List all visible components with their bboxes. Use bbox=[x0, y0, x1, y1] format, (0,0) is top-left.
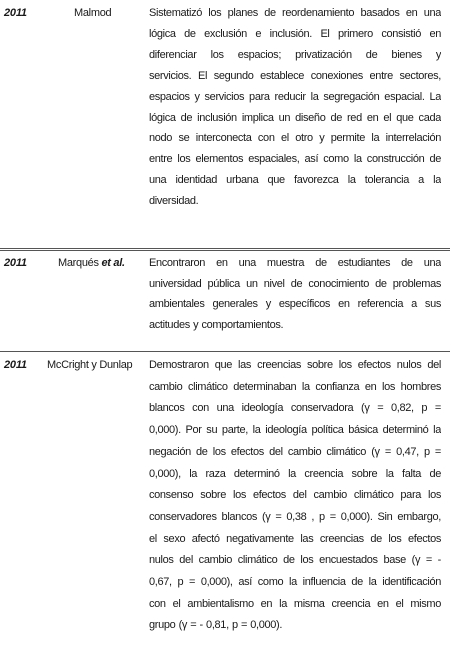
description-line: actitudes y comportamientos. bbox=[149, 318, 284, 331]
description-line: blancos con una ideología conservadora (γ = 0,82, p = bbox=[149, 402, 441, 415]
table-row bbox=[0, 0, 450, 248]
description-line: nodo se interconecta con el otro y permite la interrelación bbox=[149, 132, 441, 145]
description-cell bbox=[149, 355, 441, 637]
description-line: conservadores blancos (γ = 0,38 , p = 0,000). Sin embargo, bbox=[149, 510, 441, 523]
author-et-al: et al. bbox=[101, 257, 125, 269]
table-row bbox=[0, 250, 450, 351]
description-cell bbox=[149, 253, 441, 335]
description-line: 0,000), la raza determinó la creencia sobre la falta de bbox=[149, 467, 441, 480]
description-line: nulos del cambio climático de los encuestados base (γ = - bbox=[149, 554, 441, 567]
year-cell: 2011 bbox=[4, 359, 27, 371]
description-line: Sistematizó los planes de reordenamiento basados en una bbox=[149, 7, 441, 19]
author-name: Malmod bbox=[74, 7, 112, 19]
description-line: con el ambientalismo en la misma creencia en el mismo bbox=[149, 597, 441, 610]
description-line: lógica de exclusión e inclusión. El primero consistió en bbox=[149, 27, 441, 40]
description-line: espacios y servicios para reducir la segregación espacial. La bbox=[149, 90, 441, 103]
description-line: servicios. El segundo establece conexiones entre sectores, bbox=[149, 69, 441, 82]
author-cell bbox=[47, 359, 132, 371]
description-line: universidad pública un nivel de conocimiento de problemas bbox=[149, 277, 441, 290]
description-line: negación de los efectos del cambio climático (γ = 0,47, p = bbox=[149, 445, 441, 458]
description-line: lógica de inclusión implica un diseño de red en el que cada bbox=[149, 111, 441, 124]
description-line: el sexo afectó negativamente las creencias de los efectos bbox=[149, 532, 441, 545]
author-cell bbox=[58, 257, 125, 269]
description-line: una identidad urbana que favorezca la tolerancia a la bbox=[149, 174, 441, 187]
table-row bbox=[0, 352, 450, 668]
description-line: diferenciar los espacios; privatización de bienes y bbox=[149, 48, 441, 61]
description-line: entre los elementos espaciales, así como la construcción de bbox=[149, 153, 441, 166]
description-line: consenso sobre los efectos del cambio climático para los bbox=[149, 489, 441, 502]
year-cell: 2011 bbox=[4, 257, 27, 269]
description-line: Demostraron que las creencias sobre los efectos nulos del bbox=[149, 359, 441, 371]
row-divider bbox=[0, 248, 450, 249]
description-line: cambio climático determinaban la confianza en los hombres bbox=[149, 380, 441, 393]
description-line: ambientales generales y específicos en referencia a sus bbox=[149, 298, 441, 311]
description-line: 0,000). Por su parte, la ideología política básica determinó la bbox=[149, 424, 441, 437]
description-cell bbox=[149, 3, 441, 212]
author-name: McCright y Dunlap bbox=[47, 359, 133, 371]
description-line: Encontraron en una muestra de estudiantes de una bbox=[149, 257, 441, 269]
author-name: Marqués bbox=[58, 257, 99, 269]
description-line: grupo (γ = - 0,81, p = 0,000). bbox=[149, 619, 283, 632]
description-line: 0,67, p = 0,000), así como la influencia de la identificación bbox=[149, 576, 441, 589]
year-cell: 2011 bbox=[4, 7, 27, 19]
description-line: diversidad. bbox=[149, 195, 199, 208]
author-cell bbox=[74, 7, 111, 19]
